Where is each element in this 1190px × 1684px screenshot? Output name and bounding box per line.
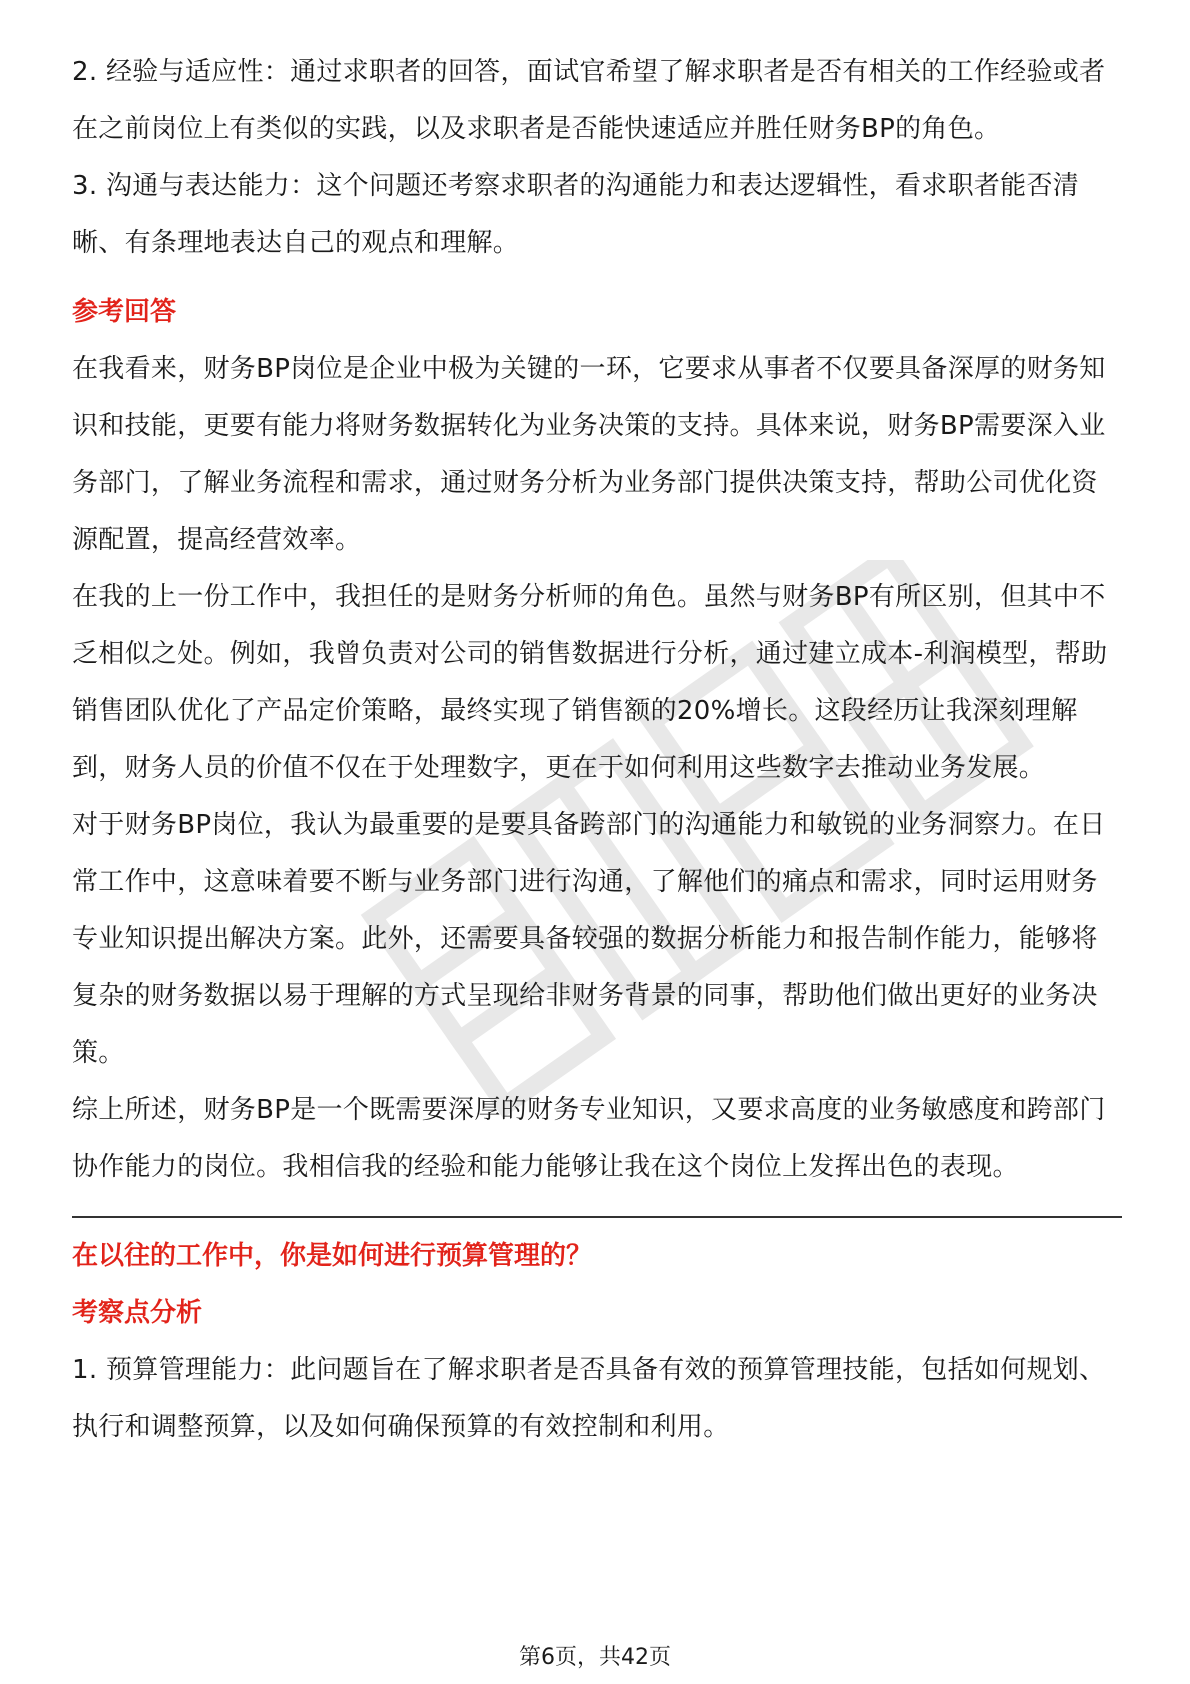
section-divider [72,1216,1122,1218]
evaluation-point: 2. 经验与适应性：通过求职者的回答，面试官希望了解求职者是否有相关的工作经验或者在之前岗位上有类似的实践，以及求职者是否能快速适应并胜任财务BP的角色。 [72,57,1106,144]
answer-paragraph: 综上所述，财务BP是一个既需要深厚的财务专业知识，又要求高度的业务敏感度和跨部门协作能力的岗位。我相信我的经验和能力能够让我在这个岗位上发挥出色的表现。 [72,1095,1106,1182]
page-number: 第6页，共42页 [519,1645,671,1670]
question-heading: 在以往的工作中，你是如何进行预算管理的？ [72,1241,593,1271]
evaluation-point: 3. 沟通与表达能力：这个问题还考察求职者的沟通能力和表达逻辑性，看求职者能否清晰、有条理地表达自己的观点和理解。 [72,171,1080,258]
reference-answer [72,341,1122,1196]
answer-paragraph: 在我的上一份工作中，我担任的是财务分析师的角色。虽然与财务BP有所区别，但其中不乏相似之处。例如，我曾负责对公司的销售数据进行分析，通过建立成本-利润模型，帮助销售团队优化了产品定价策略，最终实现了销售额的20%增长。这段经历让我深刻理解到，财务人员的价值不仅在于处理数字，更在于如何利用这些数字去推动业务发展。 [72,582,1108,783]
evaluation-points-bottom [72,1342,1122,1456]
answer-paragraph: 在我看来，财务BP岗位是企业中极为关键的一环，它要求从事者不仅要具备深厚的财务知识和技能，更要有能力将财务数据转化为业务决策的支持。具体来说，财务BP需要深入业务部门，了解业务流程和需求，通过财务分析为业务部门提供决策支持，帮助公司优化资源配置，提高经营效率。 [72,354,1106,555]
reference-answer-heading: 参考回答 [72,297,177,327]
document-body [72,44,1122,1456]
analysis-heading: 考察点分析 [72,1298,203,1328]
evaluation-point: 1. 预算管理能力：此问题旨在了解求职者是否具备有效的预算管理技能，包括如何规划、执行和调整预算，以及如何确保预算的有效控制和利用。 [72,1355,1106,1442]
evaluation-points-top [72,44,1122,272]
answer-paragraph: 对于财务BP岗位，我认为最重要的是要具备跨部门的沟通能力和敏锐的业务洞察力。在日常工作中，这意味着要不断与业务部门进行沟通，了解他们的痛点和需求，同时运用财务专业知识提出解决方案。此外，还需要具备较强的数据分析能力和报告制作能力，能够将复杂的财务数据以易于理解的方式呈现给非财务背景的同事，帮助他们做出更好的业务决策。 [72,810,1106,1068]
